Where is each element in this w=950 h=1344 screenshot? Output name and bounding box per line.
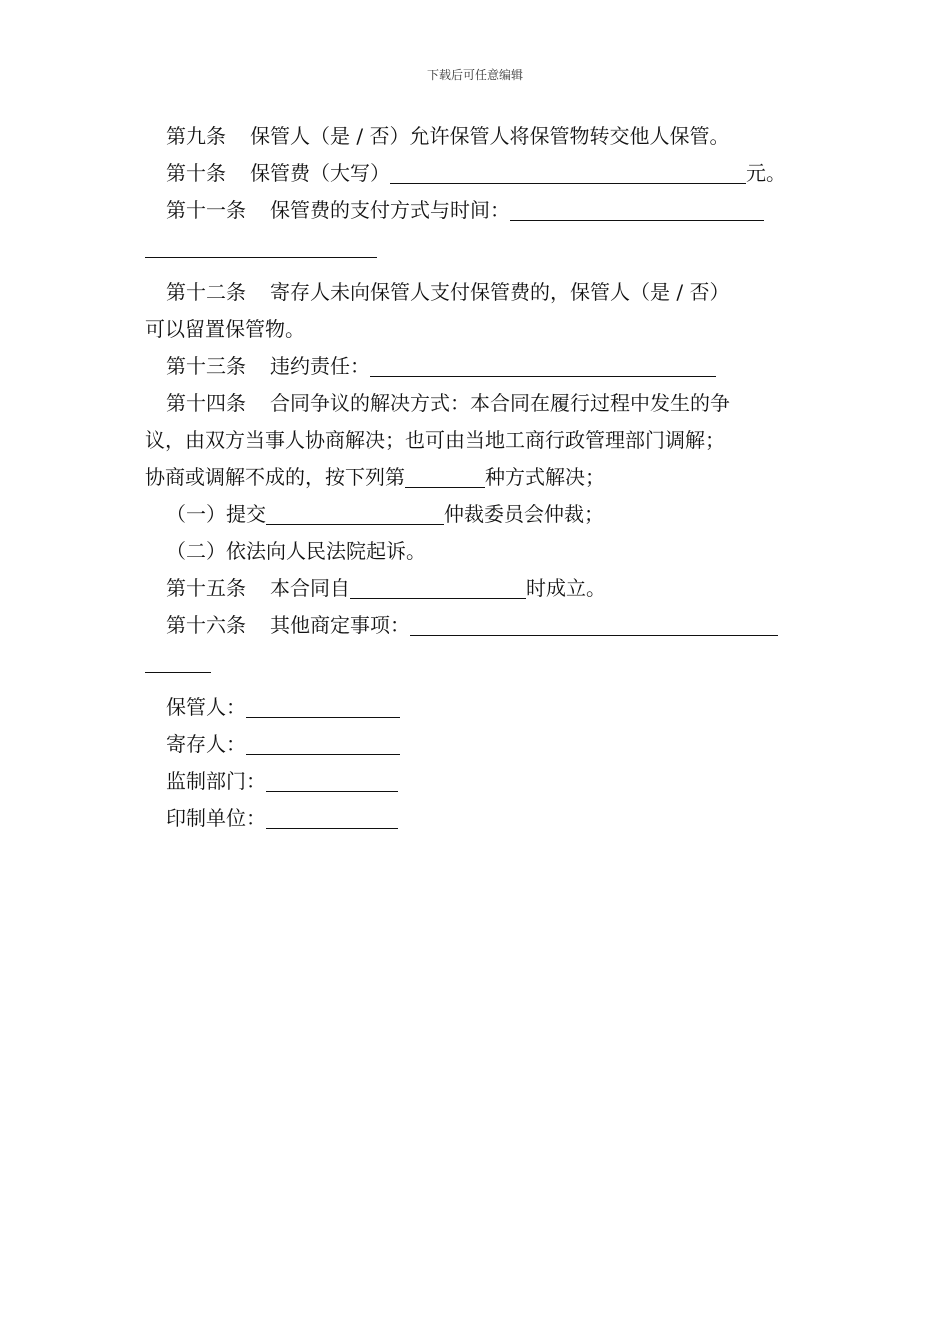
signature-label: 寄存人：	[166, 732, 246, 756]
option-text: （一）提交	[166, 502, 266, 526]
clause-13	[145, 348, 807, 385]
clause-text: 时成立。	[526, 576, 606, 600]
custodian-signature-blank[interactable]	[246, 695, 400, 718]
clause-suffix: 元。	[746, 161, 786, 185]
clause-14-continued-2	[145, 459, 807, 496]
clause-11	[145, 192, 807, 229]
clause-11-continued	[145, 229, 807, 266]
clause-text: 保管费（大写）	[250, 161, 390, 185]
clause-number: 第九条	[166, 124, 226, 148]
clause-number: 第十五条	[166, 576, 246, 600]
clause-text: 议，由双方当事人协商解决；也可由当地工商行政管理部门调解；	[145, 428, 725, 452]
clause-10	[145, 155, 807, 192]
clause-text: 保管费的支付方式与时间：	[270, 198, 510, 222]
clause-14-continued	[145, 422, 807, 459]
option-text: 仲裁委员会仲裁；	[444, 502, 604, 526]
signature-depositor	[145, 726, 807, 763]
clause-text: 协商或调解不成的，按下列第	[145, 465, 405, 489]
clause-text: 本合同自	[270, 576, 350, 600]
signature-label: 监制部门：	[166, 769, 266, 793]
clause-number: 第十条	[166, 161, 226, 185]
signature-label: 保管人：	[166, 695, 246, 719]
contract-body	[145, 118, 807, 837]
effective-date-blank[interactable]	[350, 576, 526, 599]
clause-16-continued	[145, 644, 807, 681]
clause-number: 第十六条	[166, 613, 246, 637]
supervisor-blank[interactable]	[266, 769, 398, 792]
printer-blank[interactable]	[266, 806, 398, 829]
option-1	[145, 496, 807, 533]
depositor-signature-blank[interactable]	[246, 732, 400, 755]
clause-text: 其他商定事项：	[270, 613, 410, 637]
clause-text: 保管人（是 / 否）允许保管人将保管物转交他人保管。	[250, 124, 730, 148]
clause-12	[145, 274, 807, 311]
option-2	[145, 533, 807, 570]
signature-label: 印制单位：	[166, 806, 266, 830]
signature-supervisor	[145, 763, 807, 800]
arbitration-blank[interactable]	[266, 502, 444, 525]
method-number-blank[interactable]	[405, 465, 485, 488]
clause-text: 寄存人未向保管人支付保管费的，保管人（是 / 否）	[270, 280, 730, 304]
liability-blank[interactable]	[370, 354, 716, 377]
payment-blank[interactable]	[510, 198, 764, 221]
clause-text: 违约责任：	[270, 354, 370, 378]
clause-14	[145, 385, 807, 422]
option-text: （二）依法向人民法院起诉。	[166, 539, 426, 563]
signature-printer	[145, 800, 807, 837]
clause-number: 第十四条	[166, 391, 246, 415]
fee-blank[interactable]	[390, 161, 746, 184]
clause-9	[145, 118, 807, 155]
clause-number: 第十三条	[166, 354, 246, 378]
clause-text: 种方式解决；	[485, 465, 605, 489]
clause-16	[145, 607, 807, 644]
clause-number: 第十一条	[166, 198, 246, 222]
other-matters-blank[interactable]	[410, 613, 778, 636]
clause-text: 合同争议的解决方式：本合同在履行过程中发生的争	[270, 391, 730, 415]
signature-custodian	[145, 689, 807, 726]
page-header: 下载后可任意编辑	[426, 68, 523, 82]
clause-12-continued	[145, 311, 807, 348]
other-matters-blank-2[interactable]	[145, 650, 211, 673]
payment-blank-2[interactable]	[145, 235, 377, 258]
clause-number: 第十二条	[166, 280, 246, 304]
clause-text: 可以留置保管物。	[145, 317, 305, 341]
clause-15	[145, 570, 807, 607]
